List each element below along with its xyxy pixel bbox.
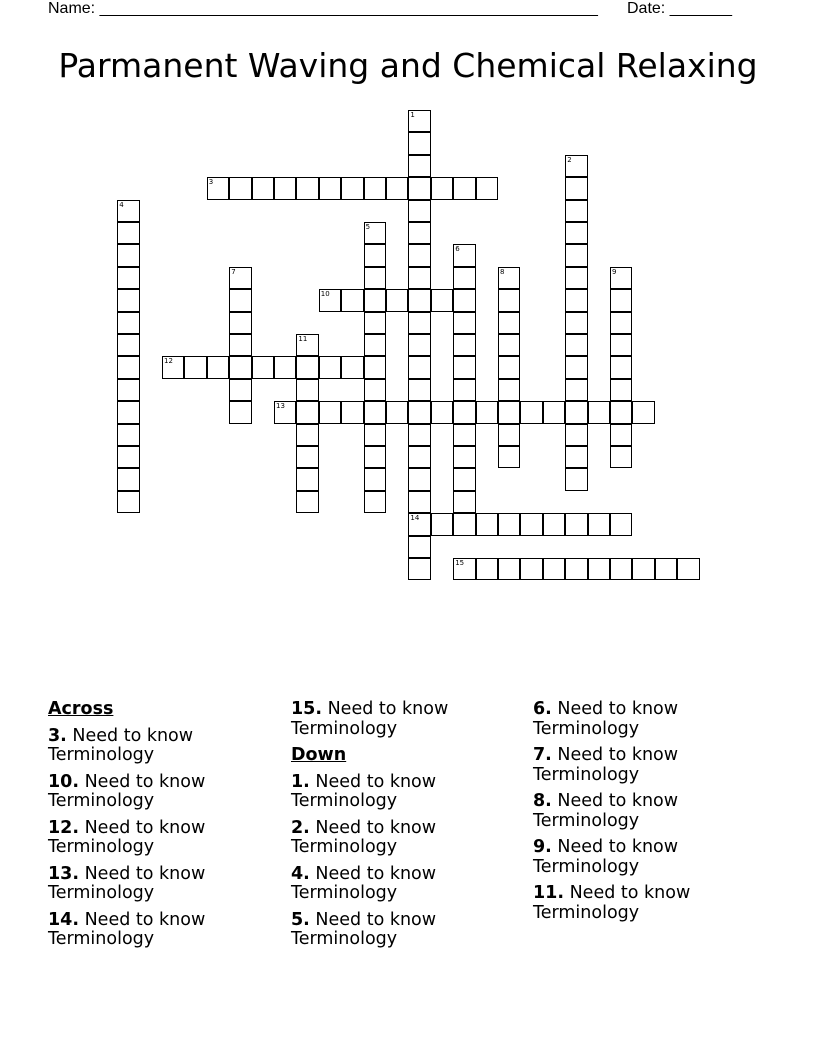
crossword-cell[interactable] (364, 177, 386, 199)
clue-number-label: 9 (612, 267, 617, 276)
crossword-cell[interactable] (610, 289, 632, 311)
crossword-cell[interactable] (453, 334, 475, 356)
crossword-cell[interactable] (252, 177, 274, 199)
crossword-cell[interactable] (408, 379, 430, 401)
crossword-cell[interactable] (341, 401, 363, 423)
crossword-cell[interactable] (677, 558, 699, 580)
crossword-cell[interactable] (408, 177, 430, 199)
clue-number-label: 5 (365, 223, 371, 231)
crossword-cell[interactable] (408, 155, 430, 177)
crossword-cell[interactable] (296, 379, 318, 401)
crossword-cell[interactable] (565, 177, 587, 199)
crossword-cell[interactable] (453, 289, 475, 311)
crossword-cell[interactable] (207, 356, 229, 378)
crossword-cell[interactable] (364, 312, 386, 334)
clue-item (533, 700, 763, 739)
crossword-cell[interactable] (610, 513, 632, 535)
crossword-cell[interactable] (610, 334, 632, 356)
crossword-cell[interactable] (565, 424, 587, 446)
crossword-cell[interactable] (453, 491, 475, 513)
name-field[interactable]: Name: ________________________________________________________ (48, 0, 598, 17)
crossword-cell[interactable] (117, 356, 139, 378)
crossword-cell[interactable] (632, 401, 654, 423)
crossword-cell[interactable] (117, 289, 139, 311)
crossword-cell[interactable] (476, 513, 498, 535)
clue-column-1 (48, 700, 278, 957)
crossword-cell[interactable] (184, 356, 206, 378)
crossword-cell[interactable] (543, 401, 565, 423)
crossword-cell[interactable] (274, 401, 296, 423)
crossword-cell[interactable] (117, 401, 139, 423)
crossword-cell[interactable] (565, 222, 587, 244)
crossword-cell[interactable] (408, 356, 430, 378)
clue-number: 13. (48, 863, 80, 884)
crossword-cell[interactable] (588, 558, 610, 580)
crossword-cell[interactable] (229, 379, 251, 401)
crossword-cell[interactable] (364, 244, 386, 266)
crossword-cell[interactable] (117, 222, 139, 244)
crossword-cell[interactable] (610, 267, 632, 289)
clue-text: Need to know Terminology (533, 883, 691, 923)
crossword-cell[interactable] (341, 356, 363, 378)
clue-number: 11. (533, 883, 565, 903)
crossword-cell[interactable] (229, 267, 251, 289)
crossword-cell[interactable] (229, 356, 251, 378)
clue-number-label: 11 (298, 335, 308, 343)
clue-item (533, 792, 763, 831)
crossword-cell[interactable] (296, 401, 318, 423)
crossword-cell[interactable] (632, 558, 654, 580)
crossword-cell[interactable] (296, 446, 318, 468)
clue-number: 15. (291, 699, 323, 719)
clue-column-3 (533, 700, 763, 930)
crossword-cell[interactable] (408, 110, 430, 132)
clue-number: 8. (533, 791, 552, 811)
crossword-cell[interactable] (565, 244, 587, 266)
crossword-cell[interactable] (565, 558, 587, 580)
crossword-cell[interactable] (319, 289, 341, 311)
date-field[interactable]: Date: _______ (627, 0, 732, 17)
crossword-cell[interactable] (319, 401, 341, 423)
crossword-cell[interactable] (520, 513, 542, 535)
crossword-cell[interactable] (408, 312, 430, 334)
clue-number-label: 14 (410, 514, 420, 523)
crossword-cell[interactable] (655, 558, 677, 580)
crossword-cell[interactable] (117, 379, 139, 401)
crossword-cell[interactable] (453, 244, 475, 266)
crossword-cell[interactable] (498, 334, 520, 356)
clue-number-label: 12 (164, 357, 173, 366)
crossword-cell[interactable] (453, 177, 475, 199)
crossword-cell[interactable] (364, 446, 386, 468)
clue-number: 6. (533, 699, 552, 719)
crossword-cell[interactable] (408, 536, 430, 558)
crossword-cell[interactable] (498, 446, 520, 468)
clue-number-label: 3 (208, 178, 214, 187)
crossword-cell[interactable] (117, 267, 139, 289)
clue-text: Need to know Terminology (533, 791, 679, 831)
clue-item (48, 773, 278, 812)
crossword-cell[interactable] (364, 491, 386, 513)
crossword-cell[interactable] (453, 558, 475, 580)
clue-number-label: 2 (567, 155, 572, 164)
crossword-cell[interactable] (229, 177, 251, 199)
clue-item (48, 727, 278, 766)
crossword-cell[interactable] (408, 491, 430, 513)
crossword-cell[interactable] (408, 222, 430, 244)
clue-text: Need to know Terminology (291, 699, 449, 739)
clue-text: Need to know Terminology (291, 909, 437, 949)
crossword-cell[interactable] (476, 177, 498, 199)
crossword-cell[interactable] (498, 312, 520, 334)
crossword-cell[interactable] (296, 177, 318, 199)
crossword-cell[interactable] (565, 356, 587, 378)
across-heading: Across (48, 699, 114, 719)
clue-column-2 (291, 700, 521, 957)
crossword-cell[interactable] (386, 177, 408, 199)
crossword-cell[interactable] (408, 424, 430, 446)
clue-item (48, 865, 278, 904)
crossword-cell[interactable] (498, 513, 520, 535)
crossword-cell[interactable] (476, 401, 498, 423)
clue-number: 4. (291, 863, 310, 884)
crossword-cell[interactable] (498, 424, 520, 446)
clue-text: Need to know Terminology (48, 817, 206, 857)
crossword-cell[interactable] (453, 446, 475, 468)
crossword-cell[interactable] (364, 424, 386, 446)
clue-text: Need to know Terminology (48, 863, 206, 903)
crossword-cell[interactable] (453, 513, 475, 535)
clue-item (48, 911, 278, 950)
clue-item (48, 819, 278, 858)
crossword-cell[interactable] (431, 513, 453, 535)
crossword-cell[interactable] (341, 289, 363, 311)
crossword-cell[interactable] (207, 177, 229, 199)
crossword-cell[interactable] (498, 267, 520, 289)
down-heading: Down (291, 745, 347, 765)
crossword-cell[interactable] (565, 379, 587, 401)
crossword-cell[interactable] (408, 446, 430, 468)
crossword-cell[interactable] (386, 401, 408, 423)
crossword-cell[interactable] (431, 401, 453, 423)
crossword-cell[interactable] (565, 468, 587, 490)
clue-number: 14. (48, 909, 80, 930)
crossword-cell[interactable] (565, 401, 587, 423)
clue-number: 3. (48, 725, 67, 746)
crossword-cell[interactable] (431, 177, 453, 199)
crossword-cell[interactable] (453, 401, 475, 423)
crossword-cell[interactable] (543, 513, 565, 535)
clue-item (533, 884, 763, 923)
clue-text: Need to know Terminology (48, 909, 206, 949)
crossword-cell[interactable] (610, 446, 632, 468)
crossword-cell[interactable] (408, 267, 430, 289)
clue-number-label: 15 (455, 559, 465, 567)
crossword-cell[interactable] (453, 312, 475, 334)
clue-number: 9. (533, 837, 552, 857)
clue-text: Need to know Terminology (533, 837, 679, 877)
crossword-cell[interactable] (520, 558, 542, 580)
crossword-cell[interactable] (453, 424, 475, 446)
clue-number: 1. (291, 771, 310, 792)
page-title: Parmanent Waving and Chemical Relaxing (58, 46, 758, 85)
clue-text: Need to know Terminology (533, 699, 679, 739)
crossword-cell[interactable] (408, 132, 430, 154)
clue-number-label: 7 (231, 267, 236, 276)
crossword-cell[interactable] (408, 468, 430, 490)
clue-text: Need to know Terminology (48, 771, 206, 811)
crossword-cell[interactable] (364, 401, 386, 423)
crossword-cell[interactable] (296, 424, 318, 446)
crossword-cell[interactable] (610, 356, 632, 378)
crossword-cell[interactable] (364, 334, 386, 356)
crossword-cell[interactable] (543, 558, 565, 580)
crossword-cell[interactable] (408, 513, 430, 535)
clue-number: 10. (48, 771, 80, 792)
crossword-cell[interactable] (610, 558, 632, 580)
clue-text: Need to know Terminology (48, 725, 194, 765)
crossword-cell[interactable] (296, 356, 318, 378)
crossword-cell[interactable] (565, 446, 587, 468)
crossword-cell[interactable] (364, 468, 386, 490)
clue-number-label: 10 (320, 290, 330, 299)
crossword-cell[interactable] (610, 312, 632, 334)
clue-number: 7. (533, 745, 552, 765)
crossword-cell[interactable] (588, 401, 610, 423)
crossword-cell[interactable] (364, 267, 386, 289)
crossword-cell[interactable] (453, 379, 475, 401)
clue-number-label: 8 (500, 267, 505, 276)
crossword-cell[interactable] (319, 177, 341, 199)
clue-item (291, 865, 521, 904)
crossword-cell[interactable] (296, 334, 318, 356)
clue-item (533, 838, 763, 877)
crossword-cell[interactable] (364, 289, 386, 311)
crossword-cell[interactable] (274, 356, 296, 378)
clue-item (291, 819, 521, 858)
crossword-cell[interactable] (408, 200, 430, 222)
crossword-cell[interactable] (229, 401, 251, 423)
crossword-cell[interactable] (229, 334, 251, 356)
crossword-cell[interactable] (117, 424, 139, 446)
crossword-cell[interactable] (364, 222, 386, 244)
clue-text: Need to know Terminology (291, 817, 437, 857)
crossword-cell[interactable] (296, 468, 318, 490)
crossword-cell[interactable] (117, 334, 139, 356)
crossword-cell[interactable] (498, 356, 520, 378)
clue-number-label: 4 (119, 200, 124, 209)
crossword-cell[interactable] (364, 379, 386, 401)
crossword-cell[interactable] (274, 177, 296, 199)
crossword-cell[interactable] (498, 379, 520, 401)
crossword-cell[interactable] (117, 468, 139, 490)
crossword-cell[interactable] (498, 401, 520, 423)
crossword-cell[interactable] (520, 401, 542, 423)
clue-number: 2. (291, 817, 310, 838)
crossword-cell[interactable] (565, 513, 587, 535)
clue-number-label: 6 (455, 245, 460, 254)
crossword-cell[interactable] (408, 401, 430, 423)
clue-number-label: 1 (410, 111, 415, 119)
crossword-cell[interactable] (117, 312, 139, 334)
crossword-cell[interactable] (408, 334, 430, 356)
clue-text: Need to know Terminology (533, 745, 679, 785)
clue-text: Need to know Terminology (291, 863, 437, 903)
crossword-cell[interactable] (453, 267, 475, 289)
crossword-cell[interactable] (565, 200, 587, 222)
crossword-cell[interactable] (453, 468, 475, 490)
crossword-cell[interactable] (319, 356, 341, 378)
crossword-cell[interactable] (610, 424, 632, 446)
crossword-cell[interactable] (364, 356, 386, 378)
crossword-cell[interactable] (252, 356, 274, 378)
crossword-cell[interactable] (229, 312, 251, 334)
crossword-cell[interactable] (117, 446, 139, 468)
crossword-cell[interactable] (476, 558, 498, 580)
crossword-cell[interactable] (408, 289, 430, 311)
crossword-cell[interactable] (453, 356, 475, 378)
crossword-cell[interactable] (117, 244, 139, 266)
crossword-cell[interactable] (565, 155, 587, 177)
clue-item (533, 746, 763, 785)
clue-item (291, 773, 521, 812)
crossword-cell[interactable] (565, 289, 587, 311)
crossword-cell[interactable] (117, 200, 139, 222)
crossword-cell[interactable] (565, 267, 587, 289)
crossword-cell[interactable] (408, 558, 430, 580)
crossword-cell[interactable] (588, 513, 610, 535)
crossword-cell[interactable] (341, 177, 363, 199)
crossword-cell[interactable] (498, 558, 520, 580)
crossword-cell[interactable] (565, 334, 587, 356)
crossword-cell[interactable] (408, 244, 430, 266)
clue-item (291, 700, 521, 739)
clue-number-label: 13 (276, 402, 285, 411)
clue-item (291, 911, 521, 950)
crossword-cell[interactable] (296, 491, 318, 513)
crossword-cell[interactable] (386, 289, 408, 311)
crossword-cell[interactable] (117, 491, 139, 513)
crossword-cell[interactable] (565, 312, 587, 334)
clue-text: Need to know Terminology (291, 771, 437, 811)
crossword-cell[interactable] (431, 289, 453, 311)
crossword-cell[interactable] (498, 289, 520, 311)
crossword-cell[interactable] (610, 401, 632, 423)
crossword-cell[interactable] (610, 379, 632, 401)
crossword-cell[interactable] (162, 356, 184, 378)
crossword-cell[interactable] (229, 289, 251, 311)
clue-number: 12. (48, 817, 80, 838)
clue-number: 5. (291, 909, 310, 930)
